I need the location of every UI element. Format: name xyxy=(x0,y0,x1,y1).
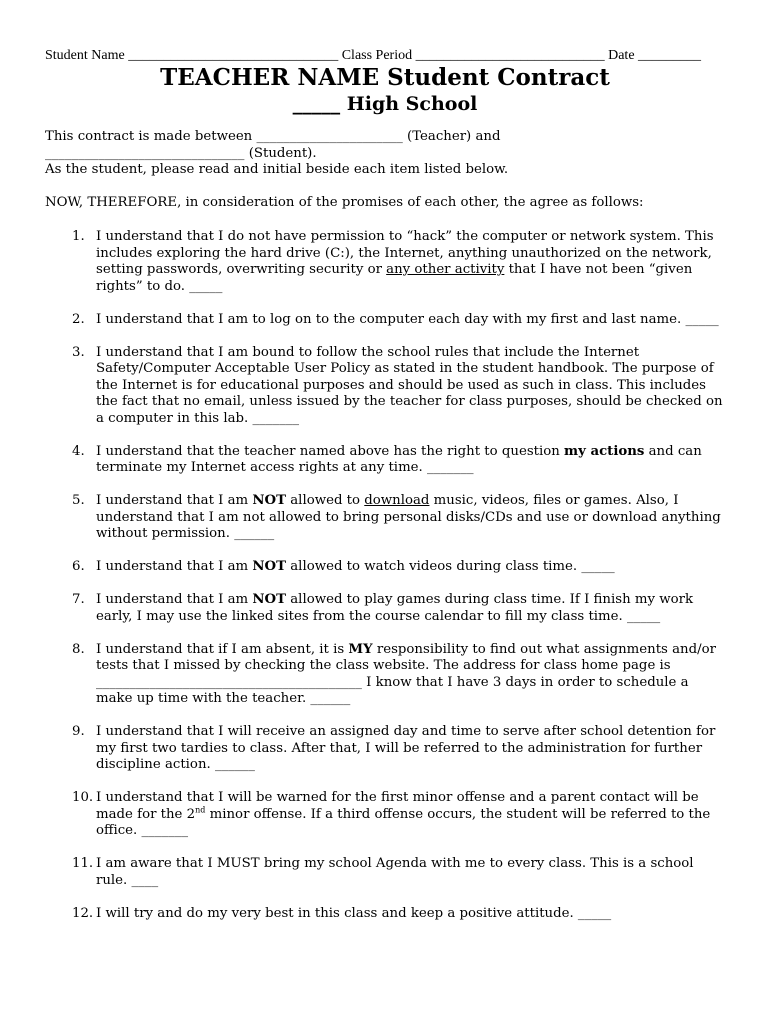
item-text: I understand that I do not have permission to “hack” the computer or network system. This includes exploring the hard drive (C:), the Internet, anything unauthorized on the network, setting passwords, overwriting security or xyxy=(96,229,714,277)
item-bold-text: NOT xyxy=(252,592,287,607)
item-text: I understand that I am to log on to the computer each day with my first and last name. _____ xyxy=(96,311,719,327)
list-item xyxy=(45,724,725,774)
intro-line-1 xyxy=(45,129,735,146)
contract-items xyxy=(45,229,735,922)
list-item xyxy=(45,642,725,708)
item-bold-text: my actions xyxy=(564,443,645,459)
item-text: responsibility to find out what assignments and/or tests that I missed by checking the class website. The address for class home page is ________________________________________ I know that I have 3 days in order to schedule a make up time with the teacher. ______ xyxy=(96,641,716,706)
intro-text: This contract is made between xyxy=(45,129,253,144)
item-text: I understand that I am bound to follow the school rules that include the Internet Safety/Computer Acceptable User Policy as stated in the student handbook. The purpose of the Internet is for educational purposes and should be used as such in class. This includes the fact that no email, unless issued by the teacher for class purposes, should be checked on a computer in this lab. _______ xyxy=(96,344,723,426)
item-bold-text: NOT xyxy=(252,493,287,508)
student-label: (Student). xyxy=(248,145,317,161)
item-superscript: nd xyxy=(195,805,206,815)
item-text: minor offense. If a third offense occurs, the student will be referred to the office. _______ xyxy=(96,806,711,838)
item-text: allowed to watch videos during class time. _____ xyxy=(286,559,615,574)
item-bold-text: MY xyxy=(348,641,373,657)
list-item xyxy=(45,856,725,889)
list-item xyxy=(45,906,725,923)
date-blank: _________ xyxy=(638,48,702,63)
student-blank: ______________________________ xyxy=(45,145,245,161)
item-text: allowed to play games during class time. If I finish my work early, I may use the linked sites from the course calendar to fill my class time. _____ xyxy=(96,592,694,624)
list-item xyxy=(45,790,725,840)
item-text: I understand that I am xyxy=(96,592,253,607)
item-text: allowed to xyxy=(286,493,365,508)
list-item xyxy=(45,559,725,576)
item-number: 6. xyxy=(72,559,85,574)
item-text: I understand that the teacher named above has the right to question xyxy=(96,443,565,459)
item-number: 2. xyxy=(72,311,85,327)
item-number: 11. xyxy=(72,856,94,871)
student-info-line xyxy=(45,48,735,64)
intro-line-2 xyxy=(45,146,735,163)
item-text: I understand that if I am absent, it is xyxy=(96,641,349,657)
item-number: 12. xyxy=(72,905,94,921)
item-number: 1. xyxy=(72,229,85,244)
teacher-blank: ______________________ xyxy=(256,129,403,144)
item-number: 8. xyxy=(72,641,85,657)
item-number: 5. xyxy=(72,493,85,508)
list-item xyxy=(45,229,725,295)
item-text: I am aware that I MUST bring my school Agenda with me to every class. This is a school rule. ____ xyxy=(96,856,694,888)
item-text: I understand that I will be warned for the first minor offense and a parent contact will be made for the 2 xyxy=(96,790,699,822)
agreement-statement: NOW, THEREFORE, in consideration of the promises of each other, the agree as follows: xyxy=(45,195,644,210)
item-number: 10. xyxy=(72,790,94,805)
student-name-label: Student Name xyxy=(45,48,125,63)
item-text: I understand that I am xyxy=(96,493,253,508)
item-text: music, videos, files or games. Also, I understand that I am not allowed to bring personal disks/CDs and use or download anything without permission. ______ xyxy=(96,493,721,541)
list-item xyxy=(45,493,725,543)
item-underlined-text: download xyxy=(364,493,430,508)
item-number: 4. xyxy=(72,443,85,459)
item-text: that I have not been “given rights” to do. _____ xyxy=(96,262,693,294)
page-subtitle xyxy=(0,93,770,115)
list-item xyxy=(45,345,725,428)
item-number: 9. xyxy=(72,724,85,739)
item-text: I will try and do my very best in this class and keep a positive attitude. _____ xyxy=(96,905,612,921)
page-title: TEACHER NAME Student Contract xyxy=(160,64,610,91)
class-period-label: Class Period xyxy=(341,48,413,63)
list-item xyxy=(45,444,725,477)
school-name-blank: _____ xyxy=(292,93,341,115)
date-label: Date xyxy=(608,48,635,63)
class-period-blank: ___________________________ xyxy=(415,48,605,63)
item-text: and can terminate my Internet access rights at any time. _______ xyxy=(96,443,702,475)
item-number: 3. xyxy=(72,344,85,360)
teacher-label: (Teacher) and xyxy=(407,129,501,144)
item-text: I understand that I will receive an assigned day and time to serve after school detention for my first two tardies to class. After that, I will be referred to the administration for further discipline action. ______ xyxy=(96,724,716,772)
item-number: 7. xyxy=(72,592,85,607)
item-text: I understand that I am xyxy=(96,559,253,574)
list-item xyxy=(45,312,725,329)
item-underlined-text: any other activity xyxy=(386,262,505,277)
student-name-blank: ______________________________ xyxy=(128,48,339,63)
school-suffix: High School xyxy=(346,93,478,115)
list-item xyxy=(45,592,725,625)
item-bold-text: NOT xyxy=(252,559,287,574)
contract-intro xyxy=(45,129,735,179)
intro-instruction: As the student, please read and initial beside each item listed below. xyxy=(45,162,509,177)
